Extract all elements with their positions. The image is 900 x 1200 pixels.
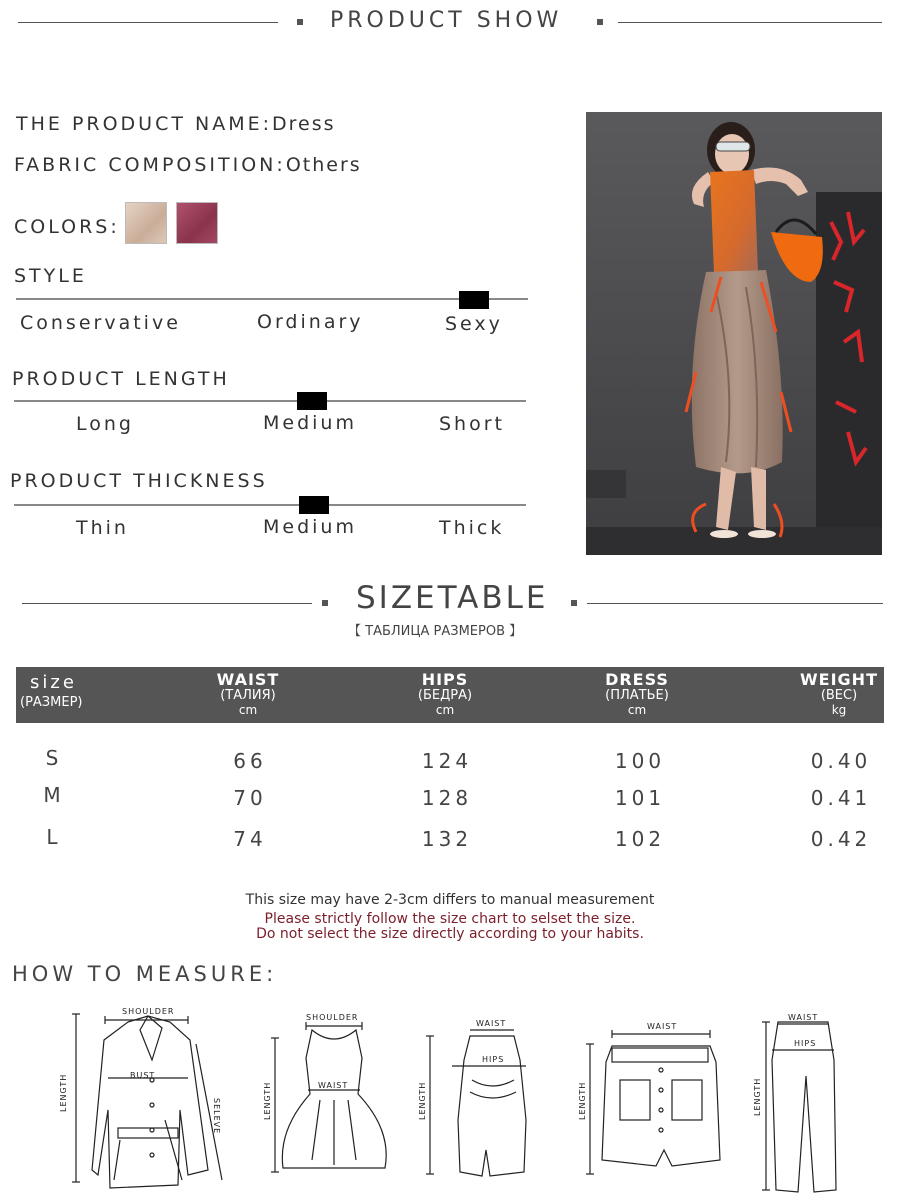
header-size: size (РАЗМЕР): [20, 672, 83, 710]
header-hips: HIPS (БЕДРА) cm: [417, 670, 473, 718]
header-dress: DRESS (ПЛАТЬЕ) cm: [605, 670, 669, 718]
sizetable-title: SIZETABLE: [356, 580, 549, 616]
label-hips-pants: HIPS: [794, 1039, 817, 1048]
header-dot-left: [297, 19, 303, 25]
thickness-option-thick: Thick: [439, 517, 505, 539]
sizetable-dot-left: [322, 600, 328, 606]
table-cell-dress: 102: [614, 827, 666, 851]
style-option-conservative: Conservative: [20, 312, 181, 334]
table-cell-size: M: [43, 783, 65, 807]
header-waist: WAIST (ТАЛИЯ) cm: [216, 670, 280, 718]
label-waist-dress: WAIST: [318, 1081, 349, 1090]
sizetable-subtitle: 【 ТАБЛИЦА РАЗМЕРОВ 】: [348, 624, 523, 639]
table-cell-waist: 70: [233, 786, 267, 810]
label-waist-shorts: WAIST: [647, 1022, 678, 1031]
style-title: STYLE: [14, 265, 87, 287]
label-bust: BUST: [130, 1071, 156, 1080]
size-table-header: [16, 667, 884, 723]
label-shoulder-jacket: SHOULDER: [122, 1007, 175, 1016]
style-option-ordinary: Ordinary: [257, 311, 364, 333]
label-waist-pants: WAIST: [788, 1013, 819, 1022]
table-cell-waist: 74: [233, 827, 267, 851]
thickness-scale-line: [14, 504, 526, 506]
jacket-diagram: [72, 1014, 222, 1188]
header-dot-right: [597, 19, 603, 25]
header-rule-left: [18, 22, 278, 23]
thickness-option-thin: Thin: [76, 517, 129, 539]
size-note-measurement: This size may have 2-3cm differs to manual measurement: [245, 892, 655, 908]
length-title: PRODUCT LENGTH: [12, 368, 230, 390]
measure-diagrams: [0, 1000, 900, 1200]
table-cell-weight: 0.41: [810, 786, 872, 810]
size-note-habits: Do not select the size directly according to your habits.: [256, 926, 644, 942]
label-length-shorts: LENGTH: [578, 1081, 587, 1120]
thickness-scale-marker: [299, 496, 329, 514]
table-cell-weight: 0.42: [810, 827, 872, 851]
skirt-diagram: [426, 1030, 526, 1176]
table-cell-hips: 132: [421, 827, 473, 851]
fabric-value: Others: [285, 154, 362, 176]
label-length-pants: LENGTH: [753, 1077, 762, 1116]
label-shoulder-dress: SHOULDER: [306, 1013, 359, 1022]
product-name-row: [16, 113, 336, 135]
label-length-skirt: LENGTH: [418, 1081, 427, 1120]
header-weight: WEIGHT (ВЕС) kg: [800, 670, 878, 718]
product-name-value: Dress: [272, 113, 336, 135]
label-waist-skirt: WAIST: [476, 1019, 507, 1028]
colors-label: COLORS:: [14, 216, 120, 238]
label-sleeve: SELEVE: [212, 1098, 221, 1135]
color-swatch-beige[interactable]: [125, 202, 167, 244]
product-photo: [586, 112, 882, 555]
length-option-long: Long: [76, 413, 134, 435]
product-name-label: THE PRODUCT NAME:: [16, 113, 273, 135]
fabric-label: FABRIC COMPOSITION:: [14, 154, 286, 176]
color-swatch-wine[interactable]: [176, 202, 218, 244]
label-length-jacket: LENGTH: [59, 1073, 68, 1112]
style-option-sexy: Sexy: [445, 313, 503, 335]
label-length-dress: LENGTH: [263, 1081, 272, 1120]
length-option-medium: Medium: [263, 412, 357, 434]
thickness-option-medium: Medium: [263, 516, 357, 538]
sizetable-rule-right: [587, 603, 883, 604]
length-option-short: Short: [439, 413, 505, 435]
sizetable-dot-right: [571, 600, 577, 606]
length-scale-marker: [297, 392, 327, 410]
how-to-measure-title: HOW TO MEASURE:: [12, 962, 278, 986]
dress-diagram: [271, 1022, 386, 1172]
label-hips-skirt: HIPS: [482, 1055, 505, 1064]
sizetable-rule-left: [22, 603, 312, 604]
shorts-diagram: [586, 1030, 720, 1174]
style-scale-line: [16, 298, 528, 300]
table-cell-hips: 128: [421, 786, 473, 810]
product-show-title: PRODUCT SHOW: [330, 8, 563, 33]
table-cell-size: L: [46, 825, 62, 849]
table-cell-weight: 0.40: [810, 749, 872, 773]
fabric-row: [14, 154, 362, 176]
style-scale-marker: [459, 291, 489, 309]
thickness-title: PRODUCT THICKNESS: [10, 470, 268, 492]
size-note-follow-chart: Please strictly follow the size chart to selset the size.: [264, 911, 636, 927]
table-cell-hips: 124: [421, 749, 473, 773]
table-cell-waist: 66: [233, 749, 267, 773]
length-scale-line: [14, 400, 526, 402]
table-cell-dress: 101: [614, 786, 666, 810]
header-rule-right: [618, 22, 882, 23]
model-illustration: [586, 112, 882, 555]
table-cell-dress: 100: [614, 749, 666, 773]
table-cell-size: S: [45, 746, 63, 770]
